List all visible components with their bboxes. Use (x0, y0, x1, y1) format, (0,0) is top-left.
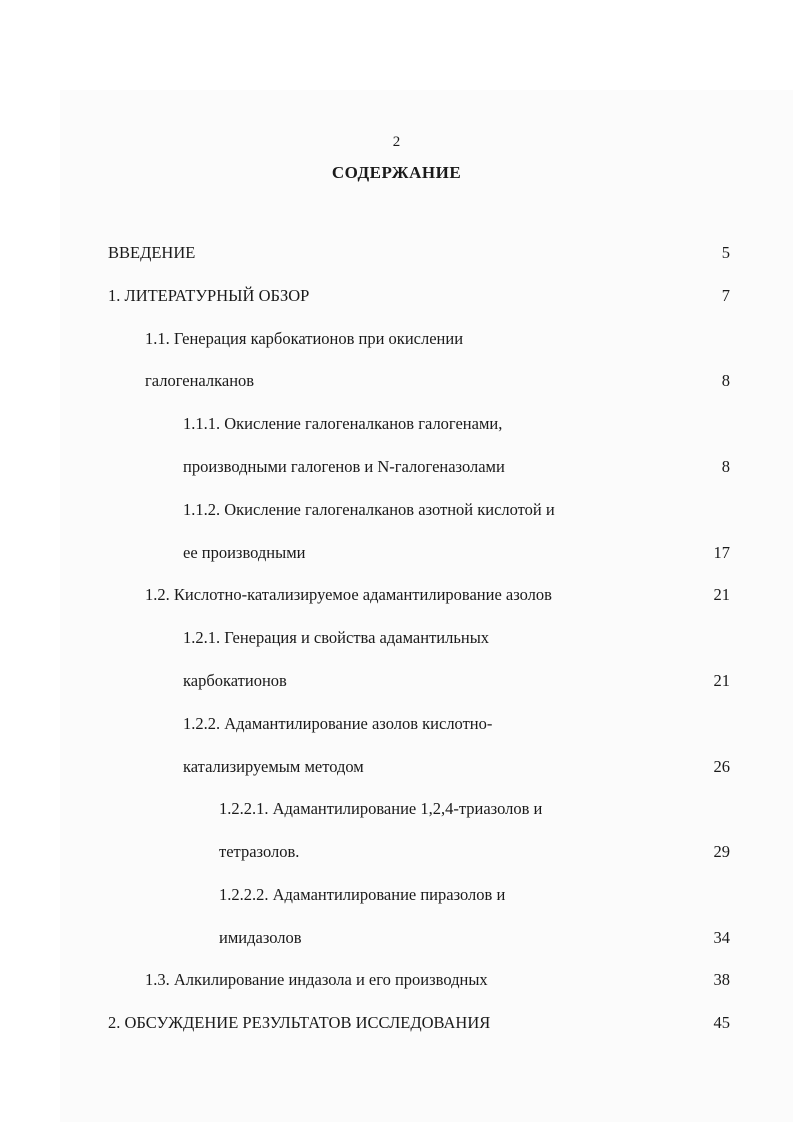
toc-entry-text: катализируемым методом (183, 757, 364, 776)
toc-entry-text: 1.2.2. Адамантилирование азолов кислотно- (183, 714, 493, 733)
toc-entry-text: 1.2.1. Генерация и свойства адамантильных (183, 628, 490, 647)
toc-entry-text: карбокатионов (183, 671, 287, 690)
toc-entry-text: ВВЕДЕНИЕ (108, 243, 196, 262)
toc-entry-text: производными галогенов и N-галогеназолами (183, 457, 505, 476)
toc-entry-page: 8 (721, 371, 730, 390)
toc-entry-text: 1.2.2.1. Адамантилирование 1,2,4-триазолов и (219, 799, 543, 818)
toc-entry-text: тетразолов. (219, 842, 300, 861)
page-number: 2 (392, 134, 401, 150)
toc-entry-page: 45 (713, 1013, 730, 1032)
toc-entry-text: ее производными (183, 543, 306, 562)
toc-entry-text: 1.1.2. Окисление галогеналканов азотной кислотой и (183, 500, 555, 519)
toc-entry-page: 21 (713, 671, 730, 690)
toc-entry-text: 1. ЛИТЕРАТУРНЫЙ ОБЗОР (108, 286, 310, 305)
toc-entry-page: 17 (713, 543, 730, 562)
toc-title: СОДЕРЖАНИЕ (331, 163, 462, 182)
toc-entry-text: 1.1. Генерация карбокатионов при окислении (145, 329, 464, 348)
toc-entry-page: 38 (713, 970, 730, 989)
toc-entry-page: 5 (721, 243, 730, 262)
toc-entry-text: галогеналканов (145, 371, 255, 390)
toc-entry-text: 1.2. Кислотно-катализируемое адамантилирование азолов (145, 585, 552, 604)
toc-entry-page: 8 (721, 457, 730, 476)
toc-entry-text: 1.3. Алкилирование индазола и его производных (145, 970, 488, 989)
toc-entry-page: 29 (713, 842, 730, 861)
toc-entry-page: 34 (713, 928, 730, 947)
toc-entry-text: имидазолов (219, 928, 302, 947)
toc-entry-page: 7 (721, 286, 730, 305)
toc-entry-text: 2. ОБСУЖДЕНИЕ РЕЗУЛЬТАТОВ ИССЛЕДОВАНИЯ (108, 1013, 491, 1032)
toc-entry-text: 1.2.2.2. Адамантилирование пиразолов и (219, 885, 506, 904)
toc-entry-page: 21 (713, 585, 730, 604)
toc-entry-page: 26 (713, 757, 730, 776)
toc-entry-text: 1.1.1. Окисление галогеналканов галогенами, (183, 414, 503, 433)
